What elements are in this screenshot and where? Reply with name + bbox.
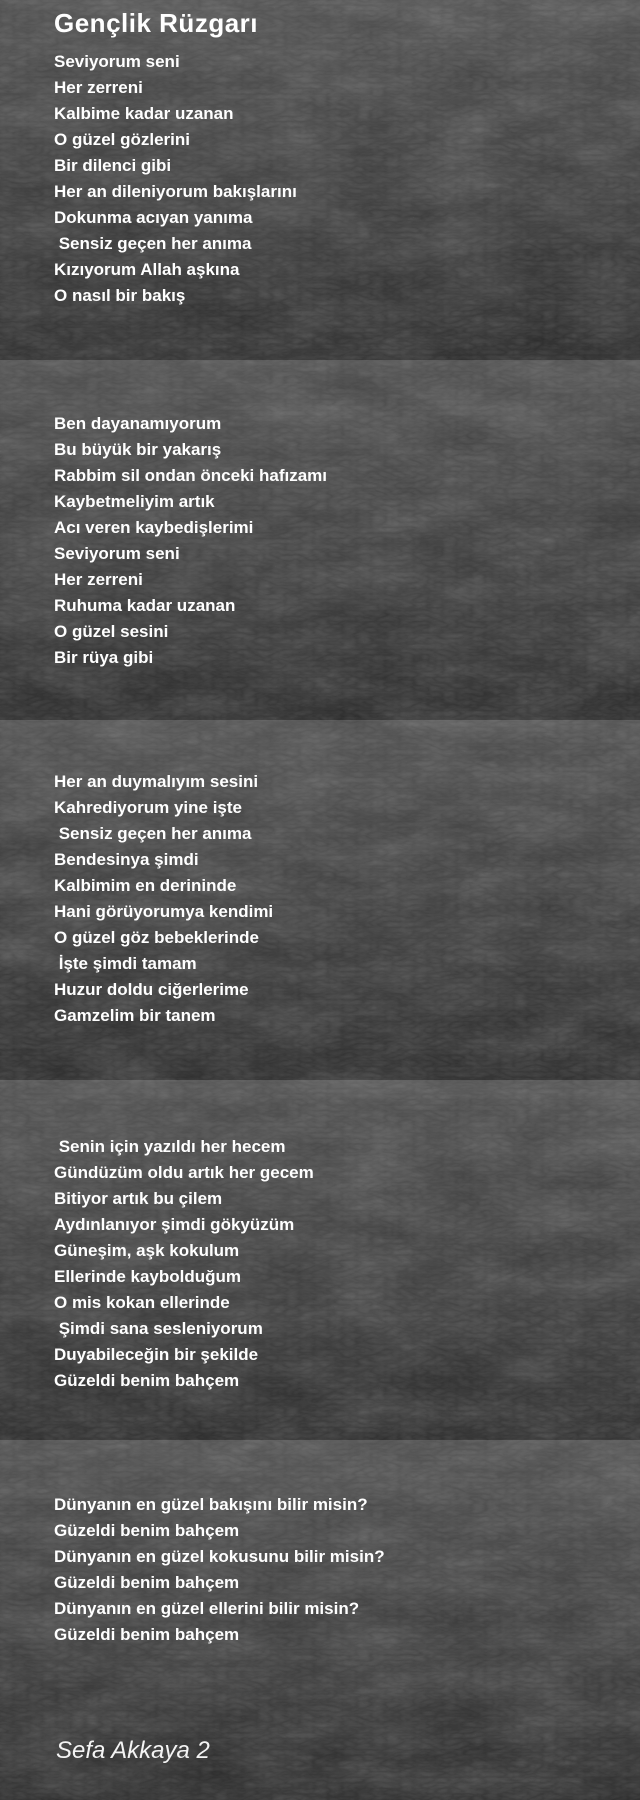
stanza-4 <box>54 1134 314 1394</box>
poem-line: Kahrediyorum yine işte <box>54 798 243 817</box>
poem-line: Ben dayanamıyorum <box>54 414 222 433</box>
poem-line: O güzel göz bebeklerinde <box>54 928 259 947</box>
poem-line: Huzur doldu ciğerlerime <box>54 980 249 999</box>
author-signature: Sefa Akkaya 2 <box>56 1737 210 1764</box>
poem-line: Kızıyorum Allah aşkına <box>54 260 240 279</box>
poem-line: İşte şimdi tamam <box>54 954 197 973</box>
poem-line: O güzel sesini <box>54 622 169 641</box>
poem-line: O güzel gözlerini <box>54 130 191 149</box>
poem-line: Seviyorum seni <box>54 52 180 71</box>
poem-line: Güzeldi benim bahçem <box>54 1521 240 1540</box>
poem-line: Ruhuma kadar uzanan <box>54 596 236 615</box>
poem-line: Bir dilenci gibi <box>54 156 172 175</box>
poem-line: Her zerreni <box>54 570 143 589</box>
poem-line: Aydınlanıyor şimdi gökyüzüm <box>54 1215 295 1234</box>
poem-line: Bu büyük bir yakarış <box>54 440 222 459</box>
poem-title: Gençlik Rüzgarı <box>54 8 258 38</box>
poem-line: O nasıl bir bakış <box>54 286 186 305</box>
poem-line: Kalbime kadar uzanan <box>54 104 234 123</box>
poem-line: Şimdi sana sesleniyorum <box>54 1319 263 1338</box>
poem-line: Hani görüyorumya kendimi <box>54 902 274 921</box>
poem-line: Acı veren kaybedişlerimi <box>54 518 254 537</box>
poem-line: Bir rüya gibi <box>54 648 154 667</box>
poem-line: O mis kokan ellerinde <box>54 1293 230 1312</box>
poem-line: Her an dileniyorum bakışlarını <box>54 182 297 201</box>
poem-line: Dünyanın en güzel bakışını bilir misin? <box>54 1495 368 1514</box>
poem-line: Ellerinde kaybolduğum <box>54 1267 242 1286</box>
poem-line: Bendesinya şimdi <box>54 850 199 869</box>
poem-line: Sensiz geçen her anıma <box>54 824 252 843</box>
poem-line: Dünyanın en güzel kokusunu bilir misin? <box>54 1547 385 1566</box>
poem-line: Kalbimim en derininde <box>54 876 237 895</box>
stanza-3 <box>54 769 273 1029</box>
poem-line: Bitiyor artık bu çilem <box>54 1189 223 1208</box>
stanza-1 <box>54 49 297 309</box>
stanza-5 <box>54 1492 385 1648</box>
poem-line: Duyabileceğin bir şekilde <box>54 1345 259 1364</box>
stanza-2 <box>54 411 327 671</box>
poem-line: Güzeldi benim bahçem <box>54 1371 240 1390</box>
poem-line: Güneşim, aşk kokulum <box>54 1241 240 1260</box>
poem-line: Her an duymalıyım sesini <box>54 772 259 791</box>
poem-line: Dokunma acıyan yanıma <box>54 208 253 227</box>
poem-line: Gündüzüm oldu artık her gecem <box>54 1163 314 1182</box>
poem-line: Senin için yazıldı her hecem <box>54 1137 286 1156</box>
poem-line: Dünyanın en güzel ellerini bilir misin? <box>54 1599 360 1618</box>
poem-line: Seviyorum seni <box>54 544 180 563</box>
poem-line: Her zerreni <box>54 78 143 97</box>
poem-line: Sensiz geçen her anıma <box>54 234 252 253</box>
poem-line: Rabbim sil ondan önceki hafızamı <box>54 466 327 485</box>
poem-line: Güzeldi benim bahçem <box>54 1625 240 1644</box>
poem-line: Kaybetmeliyim artık <box>54 492 215 511</box>
poem-line: Güzeldi benim bahçem <box>54 1573 240 1592</box>
poem-line: Gamzelim bir tanem <box>54 1006 216 1025</box>
